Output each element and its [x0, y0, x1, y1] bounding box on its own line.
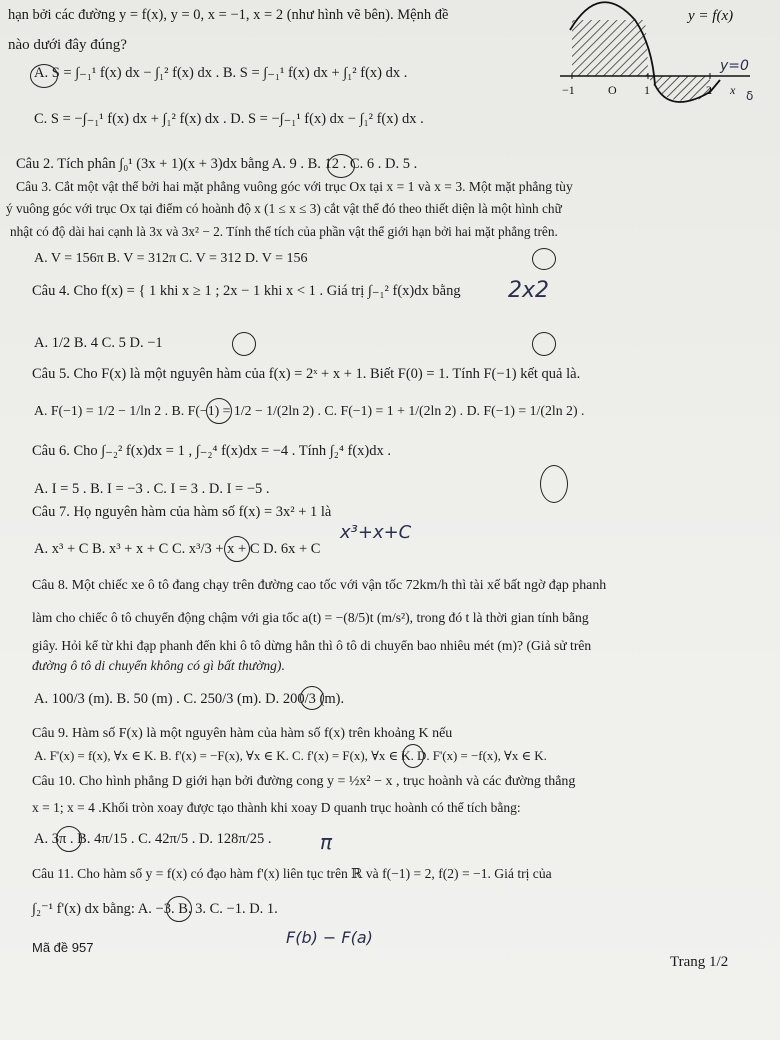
q8-line1: Câu 8. Một chiếc xe ô tô đang chạy trên đường cao tốc với vận tốc 72km/h thì tài xế bất ngờ đạp phanh: [32, 578, 607, 593]
q5-line: Câu 5. Cho F(x) là một nguyên hàm của f(x) = 2ˣ + x + 1. Biết F(0) = 1. Tính F(−1) kết quả là.: [32, 366, 581, 382]
q1-stem-line2: nào dưới đây đúng?: [8, 37, 127, 53]
q8-line4: đường ô tô di chuyển không có gì bất thường).: [32, 658, 285, 673]
handwritten-q10-pi: π: [320, 830, 333, 854]
page-number: Trang 1/2: [670, 954, 729, 970]
q11-line2: ∫₂⁻¹ f'(x) dx bằng: A. −3. B. 3. C. −1. D. 1.: [32, 901, 278, 917]
handwritten-q7-answer: x³+x+C: [340, 522, 412, 543]
exam-code: Mã đề 957: [32, 940, 94, 955]
q10-line1: Câu 10. Cho hình phẳng D giới hạn bởi đường cong y = ½x² − x , trục hoành và các đường thẳng: [32, 774, 576, 789]
handwritten-q4-answer: 2x2: [508, 278, 550, 303]
tick-neg1: −1: [562, 83, 575, 97]
q3-line2: ý vuông góc với trục Ox tại điểm có hoành độ x (1 ≤ x ≤ 3) cắt vật thể đó theo thiết diện là một hình chữ: [6, 201, 562, 216]
q7-line: Câu 7. Họ nguyên hàm của hàm số f(x) = 3x² + 1 là: [32, 504, 332, 520]
q1-options-ab: A. S = ∫₋₁¹ f(x) dx − ∫₁² f(x) dx . B. S = ∫₋₁¹ f(x) dx + ∫₁² f(x) dx .: [34, 65, 408, 81]
handwritten-tick: δ: [746, 89, 754, 103]
axis-x-label: x: [730, 83, 736, 97]
circle-q10-a: [56, 826, 82, 852]
q8-line2: làm cho chiếc ô tô chuyển động chậm với gia tốc a(t) = −(8/5)t (m/s²), trong đó t là thời gian tính bằng: [32, 610, 589, 625]
graph-title: y = f(x): [688, 8, 734, 24]
circle-q1-a: [30, 64, 58, 88]
circle-q2-a: [327, 154, 355, 178]
q4-options: A. 1/2 B. 4 C. 5 D. −1: [34, 335, 163, 351]
function-graph: [560, 0, 780, 120]
q9-line: Câu 9. Hàm số F(x) là một nguyên hàm của hàm số f(x) trên khoảng K nếu: [32, 726, 453, 741]
circle-q9-c: [402, 744, 424, 768]
circle-q3-d: [532, 248, 556, 270]
q7-options: A. x³ + C B. x³ + x + C C. x³/3 + x + C D. 6x + C: [34, 541, 321, 557]
q6-line: Câu 6. Cho ∫₋₂² f(x)dx = 1 , ∫₋₂⁴ f(x)dx = −4 . Tính ∫₂⁴ f(x)dx .: [32, 443, 391, 459]
circle-q6-d: [540, 465, 568, 503]
q8-options: A. 100/3 (m). B. 50 (m) . C. 250/3 (m). D. 200/3 (m).: [34, 691, 345, 707]
q1-options-cd: C. S = −∫₋₁¹ f(x) dx + ∫₁² f(x) dx . D. S = −∫₋₁¹ f(x) dx − ∫₁² f(x) dx .: [34, 111, 424, 127]
circle-q5-b: [206, 398, 232, 424]
q2-line: Câu 2. Tích phân ∫₀¹ (3x + 1)(x + 3)dx bằng A. 9 . B. 12 . C. 6 . D. 5 .: [16, 156, 418, 172]
circle-q11-a: [166, 896, 192, 922]
q3-options: A. V = 156π B. V = 312π C. V = 312 D. V = 156: [34, 251, 308, 266]
q9-options: A. F'(x) = f(x), ∀x ∈ K. B. f'(x) = −F(x), ∀x ∈ K. C. f'(x) = F(x), ∀x ∈ K. D. F'(x) = −f(x), ∀x ∈ K.: [34, 749, 547, 763]
tick-2: 2: [706, 83, 712, 97]
q4-line: Câu 4. Cho f(x) = { 1 khi x ≥ 1 ; 2x − 1 khi x < 1 . Giá trị ∫₋₁² f(x)dx bằng: [32, 283, 461, 299]
handwritten-y0: y=0: [720, 58, 749, 74]
q1-stem-line1: hạn bởi các đường y = f(x), y = 0, x = −1, x = 2 (như hình vẽ bên). Mệnh đề: [8, 7, 449, 23]
q6-options: A. I = 5 . B. I = −3 . C. I = 3 . D. I = −5 .: [34, 481, 270, 497]
circle-q4-b: [232, 332, 256, 356]
q3-line1: Câu 3. Cắt một vật thể bởi hai mặt phẳng vuông góc với trục Ox tại x = 1 và x = 3. Một mặt phẳng tùy: [16, 179, 573, 194]
shaded-region-positive: [572, 20, 648, 76]
q10-line2: x = 1; x = 4 .Khối tròn xoay được tạo thành khi xoay D quanh trục hoành có thể tích bằng:: [32, 800, 521, 815]
tick-1: 1: [644, 83, 650, 97]
handwritten-q11-note: F(b) − F(a): [286, 928, 373, 947]
q5-options: A. F(−1) = 1/2 − 1/ln 2 . B. F(−1) = 1/2 − 1/(2ln 2) . C. F(−1) = 1 + 1/(2ln 2) . D. F(−1) = 1/(2ln 2) .: [34, 403, 585, 418]
q10-options: A. 3π . B. 4π/15 . C. 42π/5 . D. 128π/25 .: [34, 831, 272, 847]
tick-origin: O: [608, 83, 617, 97]
q11-line1: Câu 11. Cho hàm số y = f(x) có đạo hàm f'(x) liên tục trên ℝ và f(−1) = 2, f(2) = −1. Giá trị của: [32, 866, 552, 881]
circle-q8-c: [300, 686, 324, 710]
q3-line3: nhật có độ dài hai cạnh là 3x và 3x² − 2. Tính thể tích của phần vật thể giới hạn bởi hai mặt phẳng trên.: [10, 224, 558, 239]
circle-q4-d: [532, 332, 556, 356]
q8-line3: giây. Hỏi kể từ khi đạp phanh đến khi ô tô dừng hẳn thì ô tô di chuyển bao nhiêu mét (m)? (Giả sử trên: [32, 638, 592, 653]
circle-q7-b: [224, 536, 250, 562]
